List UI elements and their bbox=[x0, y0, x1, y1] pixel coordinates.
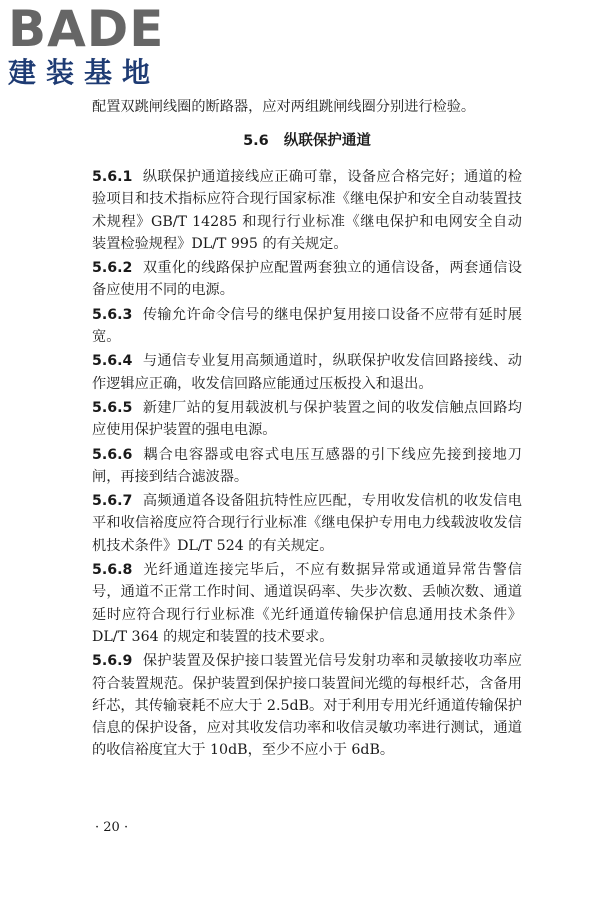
clause-text: 与通信专业复用高频通道时，纵联保护收发信回路接线、动作逻辑应正确，收发信回路应能通过压板投入和退出。 bbox=[92, 353, 522, 392]
logo bbox=[8, 0, 178, 90]
clause bbox=[92, 166, 522, 255]
section-title: 纵联保护通道 bbox=[283, 133, 371, 149]
page-content bbox=[92, 96, 522, 764]
clause bbox=[92, 304, 522, 349]
clause bbox=[92, 397, 522, 442]
clause-number: 5.6.8 bbox=[92, 562, 133, 579]
clause bbox=[92, 444, 522, 489]
clause-text: 传输允许命令信号的继电保护复用接口设备不应带有延时展宽。 bbox=[92, 306, 522, 346]
clause bbox=[92, 257, 522, 302]
clause-text: 耦合电容器或电容式电压互感器的引下线应先接到接地刀闸，再接到结合滤波器。 bbox=[92, 446, 522, 485]
clause-text: 新建厂站的复用载波机与保护装置之间的收发信触点回路均应使用保护装置的强电电源。 bbox=[92, 399, 522, 439]
logo-wordmark: BADE bbox=[8, 0, 165, 58]
clause-number: 5.6.6 bbox=[92, 446, 133, 463]
section-heading bbox=[92, 130, 522, 152]
clause bbox=[92, 559, 522, 648]
clause-text: 保护装置及保护接口装置光信号发射功率和灵敏接收功率应符合装置规范。保护装置到保护接口装置间光缆的每根纤芯，含备用纤芯，其传输衰耗不应大于 2.5dB。对于利用专用光纤通道传输保护信息的保护设备，应对其收发信功率和收信灵敏功率进行测试，通道的收信裕度宜大于 10dB，至少不应小于 6dB。 bbox=[92, 653, 522, 759]
clause bbox=[92, 650, 522, 761]
clause-text: 双重化的线路保护应配置两套独立的通信设备，两套通信设备应使用不同的电源。 bbox=[92, 260, 522, 299]
clause-number: 5.6.1 bbox=[92, 169, 133, 185]
clause-number: 5.6.3 bbox=[92, 306, 133, 323]
clause-number: 5.6.5 bbox=[92, 399, 133, 416]
section-number: 5.6 bbox=[243, 133, 269, 149]
clause-number: 5.6.2 bbox=[92, 260, 133, 277]
clause-text: 光纤通道连接完毕后，不应有数据异常或通道异常告警信号，通道不正常工作时间、通道误码率、失步次数、丢帧次数、通道延时应符合现行行业标准《光纤通道传输保护信息通用技术条件》DL/T 364 的规定和装置的技术要求。 bbox=[92, 562, 522, 645]
clause-text: 高频通道各设备阻抗特性应匹配，专用收发信机的收发信电平和收信裕度应符合现行行业标准《继电保护专用电力线载波收发信机技术条件》DL/T 524 的有关规定。 bbox=[92, 493, 522, 554]
clause-text: 纵联保护通道接线应正确可靠，设备应合格完好；通道的检验项目和技术指标应符合现行国家标准《继电保护和安全自动装置技术规程》GB/T 14285 和现行行业标准《继电保护和电网安全自动装置检验规程》DL/T 995 的有关规定。 bbox=[92, 169, 522, 252]
clause-number: 5.6.7 bbox=[92, 493, 133, 510]
clause bbox=[92, 490, 522, 557]
intro-paragraph: 配置双跳闸线圈的断路器，应对两组跳闸线圈分别进行检验。 bbox=[92, 99, 476, 115]
clause bbox=[92, 350, 522, 395]
logo-chinese-name: 建装基地 bbox=[8, 56, 161, 89]
clause-number: 5.6.9 bbox=[92, 653, 133, 670]
clause-number: 5.6.4 bbox=[92, 353, 133, 370]
page-number: · 20 · bbox=[95, 820, 129, 835]
